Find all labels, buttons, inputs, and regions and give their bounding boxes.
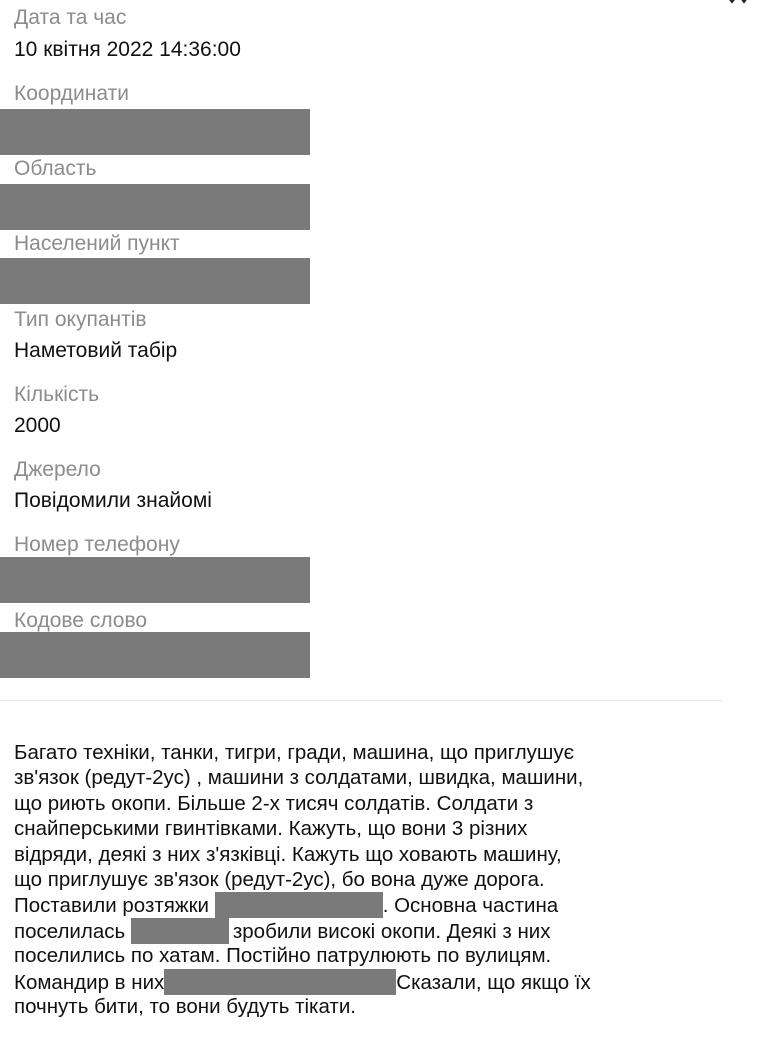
description-line: що приглушує зв'язок (редут-2ус), бо вона дуже дорога. xyxy=(14,867,545,891)
coordinates-redacted-value xyxy=(0,109,310,155)
chevron-icon[interactable] xyxy=(724,0,752,6)
description-line: снайперськими гвинтівками. Кажуть, що вони 3 різних xyxy=(14,817,528,841)
description-line: зв'язок (редут-2ус) , машини з солдатами, швидка, машини, xyxy=(14,766,584,790)
description-line: почнуть бити, то вони будуть тікати. xyxy=(14,994,356,1018)
source-value: Повідомили знайомі xyxy=(14,489,212,512)
section-divider xyxy=(0,700,722,701)
description-line xyxy=(14,969,724,994)
occupant-type-value: Наметовий табір xyxy=(14,339,178,362)
inline-redaction xyxy=(215,892,383,918)
inline-redaction xyxy=(164,969,396,995)
description-text: Командир в них xyxy=(14,970,165,994)
report-description xyxy=(14,740,724,1019)
datetime-value: 10 квітня 2022 14:36:00 xyxy=(14,38,241,61)
description-text: зробили високі окопи. Деякі з них xyxy=(232,919,551,943)
description-line: Багато техніки, танки, тигри, гради, машина, що приглушує xyxy=(14,741,575,764)
description-line xyxy=(14,918,724,943)
occupant-type-label: Тип окупантів xyxy=(14,308,147,331)
coordinates-label: Координати xyxy=(14,82,129,105)
description-line: поселились по хатам. Постійно патрулюють по вулицям. xyxy=(14,944,552,968)
code-word-label: Кодове слово xyxy=(14,609,148,632)
description-text: Сказали, що якщо їх xyxy=(396,970,591,994)
description-text: Поставили розтяжки xyxy=(14,894,215,918)
region-redacted-value xyxy=(0,184,310,230)
phone-label: Номер телефону xyxy=(14,533,180,556)
description-text: . Основна частина xyxy=(382,894,559,918)
description-line xyxy=(14,892,724,917)
inline-redaction xyxy=(131,918,229,944)
source-label: Джерело xyxy=(14,458,101,481)
count-value: 2000 xyxy=(14,414,61,437)
description-text: поселилась xyxy=(14,919,131,943)
phone-redacted-value xyxy=(0,557,310,603)
code-word-redacted-value xyxy=(0,632,310,678)
count-label: Кількість xyxy=(14,383,100,406)
settlement-redacted-value xyxy=(0,258,310,304)
settlement-label: Населений пункт xyxy=(14,232,180,255)
description-line: що риють окопи. Більше 2-х тисяч солдатів. Солдати з xyxy=(14,791,534,815)
datetime-label: Дата та час xyxy=(14,6,127,29)
description-line: відряди, деякі з них з'язківці. Кажуть що ховають машину, xyxy=(14,842,562,866)
region-label: Область xyxy=(14,157,97,180)
